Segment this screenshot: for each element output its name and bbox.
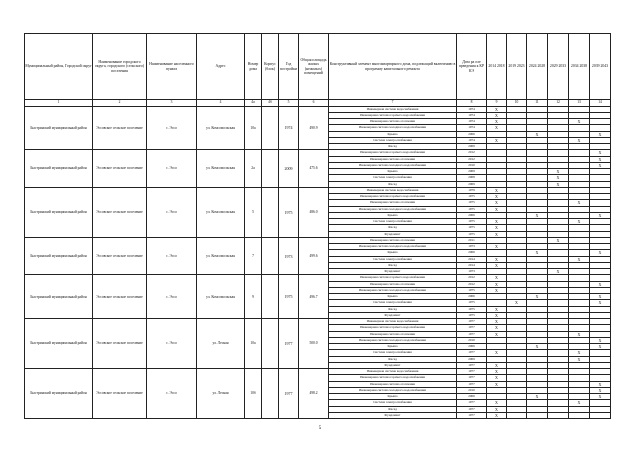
period-mark-cell: [548, 412, 569, 418]
column-number: 12: [548, 100, 569, 107]
address-cell: ул. Комсомольская: [197, 187, 245, 237]
building-cell: [262, 187, 279, 237]
period-mark-cell: X: [487, 106, 507, 112]
element-cell: Инженерная система горячего водоснабжения: [329, 275, 457, 281]
element-cell: Инженерная система горячего водоснабжения: [329, 150, 457, 156]
period-mark-cell: X: [487, 381, 507, 387]
inclusion-date-cell: 2012: [457, 275, 487, 281]
header-period: 2014 2018: [487, 34, 507, 100]
period-mark-cell: X: [569, 119, 590, 125]
inclusion-date-cell: 1977: [457, 369, 487, 375]
area-cell: 499.6: [299, 237, 329, 275]
building-cell: [262, 106, 279, 150]
element-cell: Крыша: [329, 131, 457, 137]
address-cell: ул. Лесная: [197, 369, 245, 419]
year-built-cell: 2009: [279, 150, 299, 188]
period-mark-cell: X: [527, 250, 548, 256]
house-number-cell: 9: [245, 275, 262, 319]
house-number-cell: 2а: [245, 150, 262, 188]
element-cell: Фасад: [329, 356, 457, 362]
inclusion-date-cell: 1977: [457, 319, 487, 325]
year-built-cell: 1975: [279, 275, 299, 319]
settlement-cell: Эссовское сельское поселение: [93, 150, 147, 188]
period-mark-cell: X: [569, 350, 590, 356]
period-mark-cell: X: [487, 375, 507, 381]
locality-cell: с. Эссо: [147, 187, 197, 237]
element-cell: Фасад: [329, 262, 457, 268]
period-mark-cell: X: [569, 331, 590, 337]
period-mark-cell: X: [487, 362, 507, 368]
period-mark-cell: X: [487, 275, 507, 281]
period-mark-cell: X: [487, 281, 507, 287]
inclusion-date-cell: 1975: [457, 312, 487, 318]
header-house-number: Номер дома: [245, 34, 262, 100]
element-cell: Система электроснабжения: [329, 137, 457, 143]
period-mark-cell: X: [590, 162, 611, 168]
inclusion-date-cell: 2006: [457, 131, 487, 137]
element-cell: Крыша: [329, 344, 457, 350]
period-mark-cell: X: [487, 206, 507, 212]
period-mark-cell: X: [590, 150, 611, 156]
inclusion-date-cell: 1973: [457, 244, 487, 250]
header-period: 2034 2038: [569, 34, 590, 100]
column-number: 9: [487, 100, 507, 107]
element-cell: Инженерная система водоснабжения: [329, 106, 457, 112]
period-mark-cell: X: [487, 256, 507, 262]
period-mark-cell: X: [487, 369, 507, 375]
year-built-cell: 1974: [279, 106, 299, 150]
period-mark-cell: X: [590, 212, 611, 218]
inclusion-date-cell: 1977: [457, 350, 487, 356]
header-period: 2029 2033: [548, 34, 569, 100]
house-number-cell: 10б: [245, 369, 262, 419]
period-mark-cell: X: [487, 312, 507, 318]
period-mark-cell: X: [487, 319, 507, 325]
element-cell: Инженерная система горячего водоснабжения: [329, 112, 457, 118]
element-cell: Крыша: [329, 169, 457, 175]
inclusion-date-cell: 2009: [457, 169, 487, 175]
element-cell: Инженерная система холодного водоснабжения: [329, 287, 457, 293]
district-cell: Быстринский муниципальный район: [25, 369, 93, 419]
header-row: [25, 34, 611, 100]
inclusion-date-cell: 2006: [457, 294, 487, 300]
period-mark-cell: [590, 412, 611, 418]
column-number: 6: [299, 100, 329, 107]
capital-repair-table: [24, 33, 611, 419]
element-cell: Система электроснабжения: [329, 400, 457, 406]
period-mark-cell: X: [487, 287, 507, 293]
period-mark-cell: X: [527, 212, 548, 218]
year-built-cell: 1977: [279, 319, 299, 369]
period-mark-cell: X: [590, 387, 611, 393]
column-number: 2: [93, 100, 147, 107]
area-cell: 486.0: [299, 187, 329, 237]
element-cell: Инженерная система водоснабжения: [329, 319, 457, 325]
element-cell: Инженерная система отопления: [329, 381, 457, 387]
element-cell: Инженерная система водоснабжения: [329, 369, 457, 375]
address-cell: ул. Комсомольская: [197, 237, 245, 275]
inclusion-date-cell: 1975: [457, 194, 487, 200]
inclusion-date-cell: 2008: [457, 175, 487, 181]
period-mark-cell: X: [548, 175, 569, 181]
inclusion-date-cell: 1975: [457, 231, 487, 237]
column-number: 8: [457, 100, 487, 107]
area-cell: 500.0: [299, 319, 329, 369]
period-mark-cell: X: [487, 194, 507, 200]
inclusion-date-cell: 2010: [457, 337, 487, 343]
period-mark-cell: X: [527, 394, 548, 400]
year-built-cell: 1977: [279, 369, 299, 419]
column-number: 4б: [262, 100, 279, 107]
building-cell: [262, 319, 279, 369]
element-cell: Фасад: [329, 306, 457, 312]
period-mark-cell: X: [527, 294, 548, 300]
period-mark-cell: X: [548, 181, 569, 187]
element-cell: Крыша: [329, 294, 457, 300]
inclusion-date-cell: 1975: [457, 306, 487, 312]
period-mark-cell: [507, 412, 527, 418]
inclusion-date-cell: 1974: [457, 106, 487, 112]
element-cell: Система электроснабжения: [329, 300, 457, 306]
locality-cell: с. Эссо: [147, 319, 197, 369]
inclusion-date-cell: 2012: [457, 281, 487, 287]
element-cell: Крыша: [329, 212, 457, 218]
house-number-cell: 7: [245, 237, 262, 275]
period-mark-cell: X: [569, 200, 590, 206]
element-cell: Система электроснабжения: [329, 350, 457, 356]
element-cell: Система электроснабжения: [329, 175, 457, 181]
district-cell: Быстринский муниципальный район: [25, 150, 93, 188]
period-mark-cell: X: [487, 112, 507, 118]
inclusion-date-cell: 2014: [457, 256, 487, 262]
period-mark-cell: X: [487, 231, 507, 237]
header-locality-name: Наименование населенного пункта: [147, 34, 197, 100]
district-cell: Быстринский муниципальный район: [25, 319, 93, 369]
period-mark-cell: X: [487, 125, 507, 131]
settlement-cell: Эссовское сельское поселение: [93, 369, 147, 419]
column-number: 11: [527, 100, 548, 107]
element-cell: Система электроснабжения: [329, 256, 457, 262]
year-built-cell: 1975: [279, 187, 299, 237]
element-cell: Инженерная система отопления: [329, 119, 457, 125]
period-mark-cell: X: [527, 344, 548, 350]
inclusion-date-cell: 1975: [457, 300, 487, 306]
column-number: 13: [569, 100, 590, 107]
house-number-cell: 10а: [245, 106, 262, 150]
element-cell: Инженерная система водоснабжения: [329, 187, 457, 193]
area-cell: 490.9: [299, 106, 329, 150]
inclusion-date-cell: 2010: [457, 162, 487, 168]
inclusion-date-cell: 1975: [457, 200, 487, 206]
district-cell: Быстринский муниципальный район: [25, 187, 93, 237]
area-cell: 498.2: [299, 369, 329, 419]
address-cell: ул. Комсомольская: [197, 106, 245, 150]
column-number: 3: [147, 100, 197, 107]
element-cell: Крыша: [329, 250, 457, 256]
element-cell: Инженерная система холодного водоснабжения: [329, 337, 457, 343]
element-cell: Инженерная система холодного водоснабжения: [329, 244, 457, 250]
period-mark-cell: X: [590, 381, 611, 387]
inclusion-date-cell: 1974: [457, 125, 487, 131]
period-mark-cell: X: [487, 400, 507, 406]
inclusion-date-cell: 1977: [457, 362, 487, 368]
period-mark-cell: X: [487, 244, 507, 250]
element-cell: Фасад: [329, 406, 457, 412]
element-cell: Крыша: [329, 394, 457, 400]
inclusion-date-cell: 2006: [457, 344, 487, 350]
period-mark-cell: X: [590, 294, 611, 300]
period-mark-cell: X: [487, 350, 507, 356]
inclusion-date-cell: 1977: [457, 331, 487, 337]
element-cell: Фундамент: [329, 231, 457, 237]
period-mark-cell: X: [487, 325, 507, 331]
district-cell: Быстринский муниципальный район: [25, 275, 93, 319]
period-mark-cell: X: [487, 331, 507, 337]
locality-cell: с. Эссо: [147, 275, 197, 319]
address-cell: ул. Комсомольская: [197, 150, 245, 188]
locality-cell: с. Эссо: [147, 237, 197, 275]
inclusion-date-cell: 1975: [457, 287, 487, 293]
period-mark-cell: X: [487, 406, 507, 412]
column-number: 4: [197, 100, 245, 107]
period-mark-cell: X: [590, 250, 611, 256]
period-mark-cell: X: [487, 137, 507, 143]
header-municipal-district: Муниципальный район, Городской округ: [25, 34, 93, 100]
period-mark-cell: X: [548, 237, 569, 243]
element-cell: Фундамент: [329, 362, 457, 368]
period-mark-cell: [527, 412, 548, 418]
period-mark-cell: X: [590, 131, 611, 137]
locality-cell: с. Эссо: [147, 369, 197, 419]
address-cell: ул. Комсомольская: [197, 275, 245, 319]
header-address: Адрес: [197, 34, 245, 100]
element-cell: Инженерная система холодного водоснабжения: [329, 387, 457, 393]
element-cell: Инженерная система горячего водоснабжения: [329, 194, 457, 200]
column-number: 7: [329, 100, 457, 107]
column-number: 4а: [245, 100, 262, 107]
element-cell: Инженерная система отопления: [329, 237, 457, 243]
house-number-cell: 5: [245, 187, 262, 237]
period-mark-cell: X: [487, 225, 507, 231]
building-cell: [262, 369, 279, 419]
header-inclusion-date: Дата ра оле прведения к КР КЭ: [457, 34, 487, 100]
inclusion-date-cell: 1977: [457, 400, 487, 406]
period-mark-cell: X: [569, 356, 590, 362]
inclusion-date-cell: 2012: [457, 156, 487, 162]
period-mark-cell: X: [590, 344, 611, 350]
inclusion-date-cell: 1977: [457, 412, 487, 418]
period-mark-cell: X: [590, 281, 611, 287]
area-cell: 475.6: [299, 150, 329, 188]
period-mark-cell: X: [569, 137, 590, 143]
element-cell: Инженерная система холодного водоснабжения: [329, 206, 457, 212]
inclusion-date-cell: 2009: [457, 356, 487, 362]
element-cell: Система электроснабжения: [329, 219, 457, 225]
inclusion-date-cell: 2009: [457, 181, 487, 187]
inclusion-date-cell: 1977: [457, 375, 487, 381]
period-mark-cell: X: [487, 187, 507, 193]
element-cell: Инженерная система отопления: [329, 156, 457, 162]
header-building: Корпус (блок): [262, 34, 279, 100]
inclusion-date-cell: 2011: [457, 237, 487, 243]
element-cell: Инженерная система отопления: [329, 200, 457, 206]
header-area: Общая площадь жилых (нежилых) помещений: [299, 34, 329, 100]
inclusion-date-cell: 1974: [457, 119, 487, 125]
locality-cell: с. Эссо: [147, 150, 197, 188]
period-mark-cell: X: [569, 256, 590, 262]
element-cell: Фундамент: [329, 312, 457, 318]
element-cell: Инженерная система холодного водоснабжения: [329, 162, 457, 168]
table-body: [25, 106, 611, 419]
period-mark-cell: X: [487, 119, 507, 125]
period-mark-cell: X: [487, 306, 507, 312]
element-cell: Инженерная система холодного водоснабжения: [329, 125, 457, 131]
inclusion-date-cell: 1973: [457, 269, 487, 275]
header-element: Конструктивный элемент многоквартирного дома, подлежащий включению в программу капитального ремонта: [329, 34, 457, 100]
column-number: 14: [590, 100, 611, 107]
inclusion-date-cell: 2006: [457, 212, 487, 218]
locality-cell: с. Эссо: [147, 106, 197, 150]
element-cell: Фасад: [329, 144, 457, 150]
period-mark-cell: X: [487, 262, 507, 268]
settlement-cell: Эссовское сельское поселение: [93, 106, 147, 150]
period-mark-cell: X: [487, 200, 507, 206]
period-mark-cell: X: [590, 394, 611, 400]
year-built-cell: 1973: [279, 237, 299, 275]
period-mark-cell: X: [527, 131, 548, 137]
inclusion-date-cell: 2010: [457, 387, 487, 393]
element-cell: Инженерная система отопления: [329, 331, 457, 337]
inclusion-date-cell: 1977: [457, 406, 487, 412]
column-number: 5: [279, 100, 299, 107]
inclusion-date-cell: 1974: [457, 112, 487, 118]
settlement-cell: Эссовское сельское поселение: [93, 275, 147, 319]
column-number: 10: [507, 100, 527, 107]
element-cell: Инженерная система отопления: [329, 281, 457, 287]
period-mark-cell: X: [548, 269, 569, 275]
inclusion-date-cell: 2014: [457, 262, 487, 268]
inclusion-date-cell: 1979: [457, 187, 487, 193]
inclusion-date-cell: 2006: [457, 394, 487, 400]
inclusion-date-cell: 1975: [457, 206, 487, 212]
inclusion-date-cell: 2006: [457, 250, 487, 256]
period-mark-cell: X: [569, 219, 590, 225]
period-mark-cell: X: [487, 219, 507, 225]
element-cell: Инженерная система горячего водоснабжения: [329, 325, 457, 331]
element-cell: Фасад: [329, 181, 457, 187]
inclusion-date-cell: 1975: [457, 225, 487, 231]
period-mark-cell: [569, 412, 590, 418]
inclusion-date-cell: 1975: [457, 219, 487, 225]
building-cell: [262, 275, 279, 319]
page-number: 5: [318, 426, 322, 431]
address-cell: ул. Лесная: [197, 319, 245, 369]
period-mark-cell: X: [590, 300, 611, 306]
period-mark-cell: X: [507, 300, 527, 306]
inclusion-date-cell: 1974: [457, 137, 487, 143]
header-period: 2039 2043: [590, 34, 611, 100]
element-cell: Фундамент: [329, 412, 457, 418]
header-year-built: Год постройки: [279, 34, 299, 100]
inclusion-date-cell: 2009: [457, 144, 487, 150]
settlement-cell: Эссовское сельское поселение: [93, 319, 147, 369]
inclusion-date-cell: 1977: [457, 325, 487, 331]
period-mark-cell: X: [487, 412, 507, 418]
settlement-cell: Эссовское сельское поселение: [93, 237, 147, 275]
element-cell: Фундамент: [329, 269, 457, 275]
element-cell: Фасад: [329, 225, 457, 231]
header-period: 2024 2028: [527, 34, 548, 100]
district-cell: Быстринский муниципальный район: [25, 237, 93, 275]
header-settlement-name: Наименование городского округа, городского (сельского) поселения: [93, 34, 147, 100]
house-number-cell: 10а: [245, 319, 262, 369]
element-cell: Инженерная система горячего водоснабжения: [329, 375, 457, 381]
inclusion-date-cell: 1977: [457, 381, 487, 387]
header-period: 2019 2023: [507, 34, 527, 100]
period-mark-cell: X: [548, 169, 569, 175]
settlement-cell: Эссовское сельское поселение: [93, 187, 147, 237]
column-number: 1: [25, 100, 93, 107]
district-cell: Быстринский муниципальный район: [25, 106, 93, 150]
period-mark-cell: X: [569, 400, 590, 406]
area-cell: 496.7: [299, 275, 329, 319]
building-cell: [262, 150, 279, 188]
period-mark-cell: X: [590, 337, 611, 343]
inclusion-date-cell: 2012: [457, 150, 487, 156]
building-cell: [262, 237, 279, 275]
period-mark-cell: X: [590, 156, 611, 162]
